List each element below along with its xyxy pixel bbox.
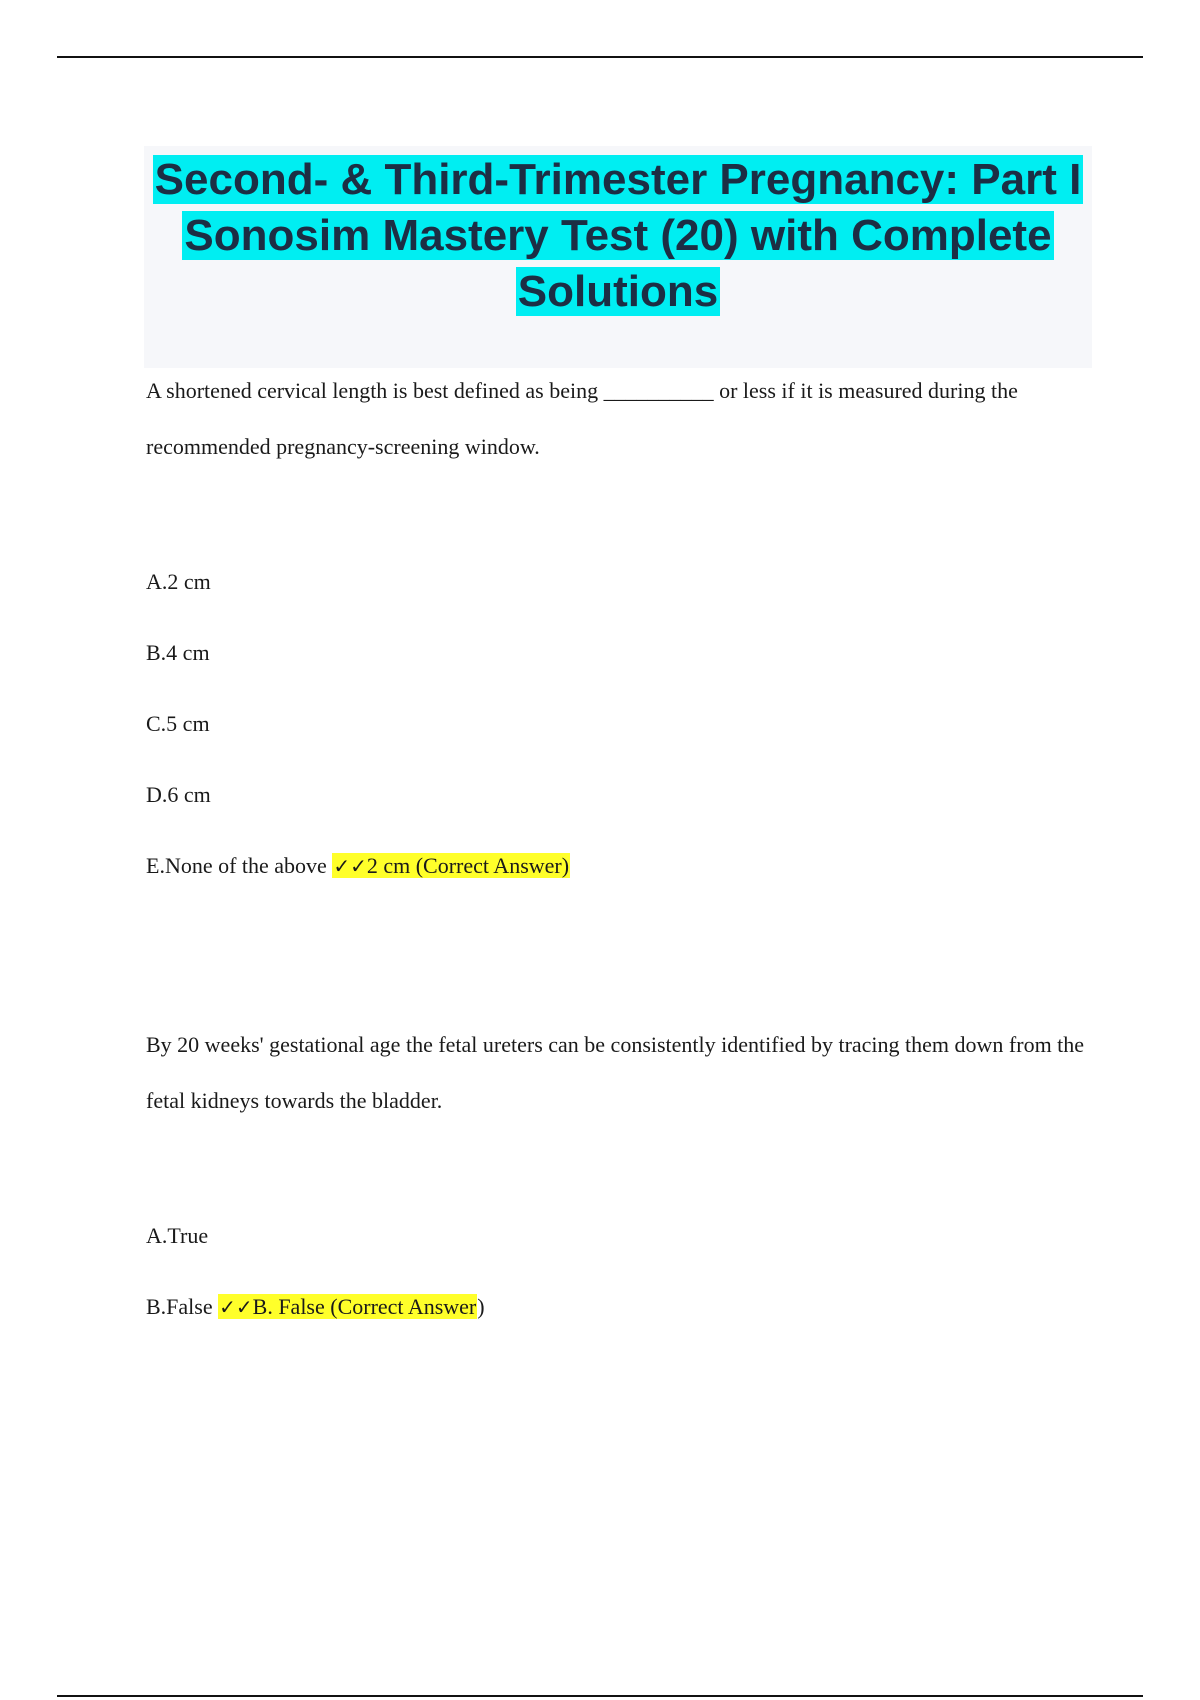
title-banner bbox=[144, 146, 1092, 368]
question-2-answer-text: B. False (Correct Answer bbox=[252, 1294, 477, 1319]
question-1-text: A shortened cervical length is best defined as being __________ or less if it is measured during the recommended pregnancy-screening window. bbox=[146, 378, 1018, 459]
question-2-option-b-row bbox=[146, 1290, 1096, 1361]
question-2-option-a: A.True bbox=[146, 1223, 209, 1248]
question-1-option-d: D.6 cm bbox=[146, 782, 211, 807]
question-1-option-b: B.4 cm bbox=[146, 640, 210, 665]
question-1-option-c: C.5 cm bbox=[146, 711, 210, 736]
question-1-option-e: E.None of the above bbox=[146, 853, 327, 878]
footer-rule bbox=[57, 1695, 1143, 1697]
double-check-icon: ✓✓ bbox=[219, 1295, 253, 1319]
question-2-text: By 20 weeks' gestational age the fetal ureters can be consistently identified by tracing them down from the fetal kidneys towards the bladder. bbox=[146, 1032, 1085, 1113]
question-2 bbox=[146, 1017, 1096, 1361]
double-check-icon: ✓✓ bbox=[333, 854, 367, 878]
page-title bbox=[144, 152, 1092, 320]
question-1-option-a: A.2 cm bbox=[146, 569, 211, 594]
question-1-option-e-row bbox=[146, 849, 1096, 920]
question-2-option-b: B.False bbox=[146, 1294, 213, 1319]
question-1-answer-text: 2 cm (Correct Answer) bbox=[366, 853, 570, 878]
question-2-answer-tail: ) bbox=[477, 1294, 485, 1319]
question-1-correct-answer bbox=[332, 853, 570, 878]
header-rule bbox=[57, 56, 1143, 58]
question-2-correct-answer bbox=[218, 1294, 477, 1319]
page-title-text: Second- & Third-Trimester Pregnancy: Part I Sonosim Mastery Test (20) with Complete Solutions bbox=[154, 155, 1082, 316]
document-body bbox=[146, 363, 1096, 1361]
question-1 bbox=[146, 363, 1096, 920]
